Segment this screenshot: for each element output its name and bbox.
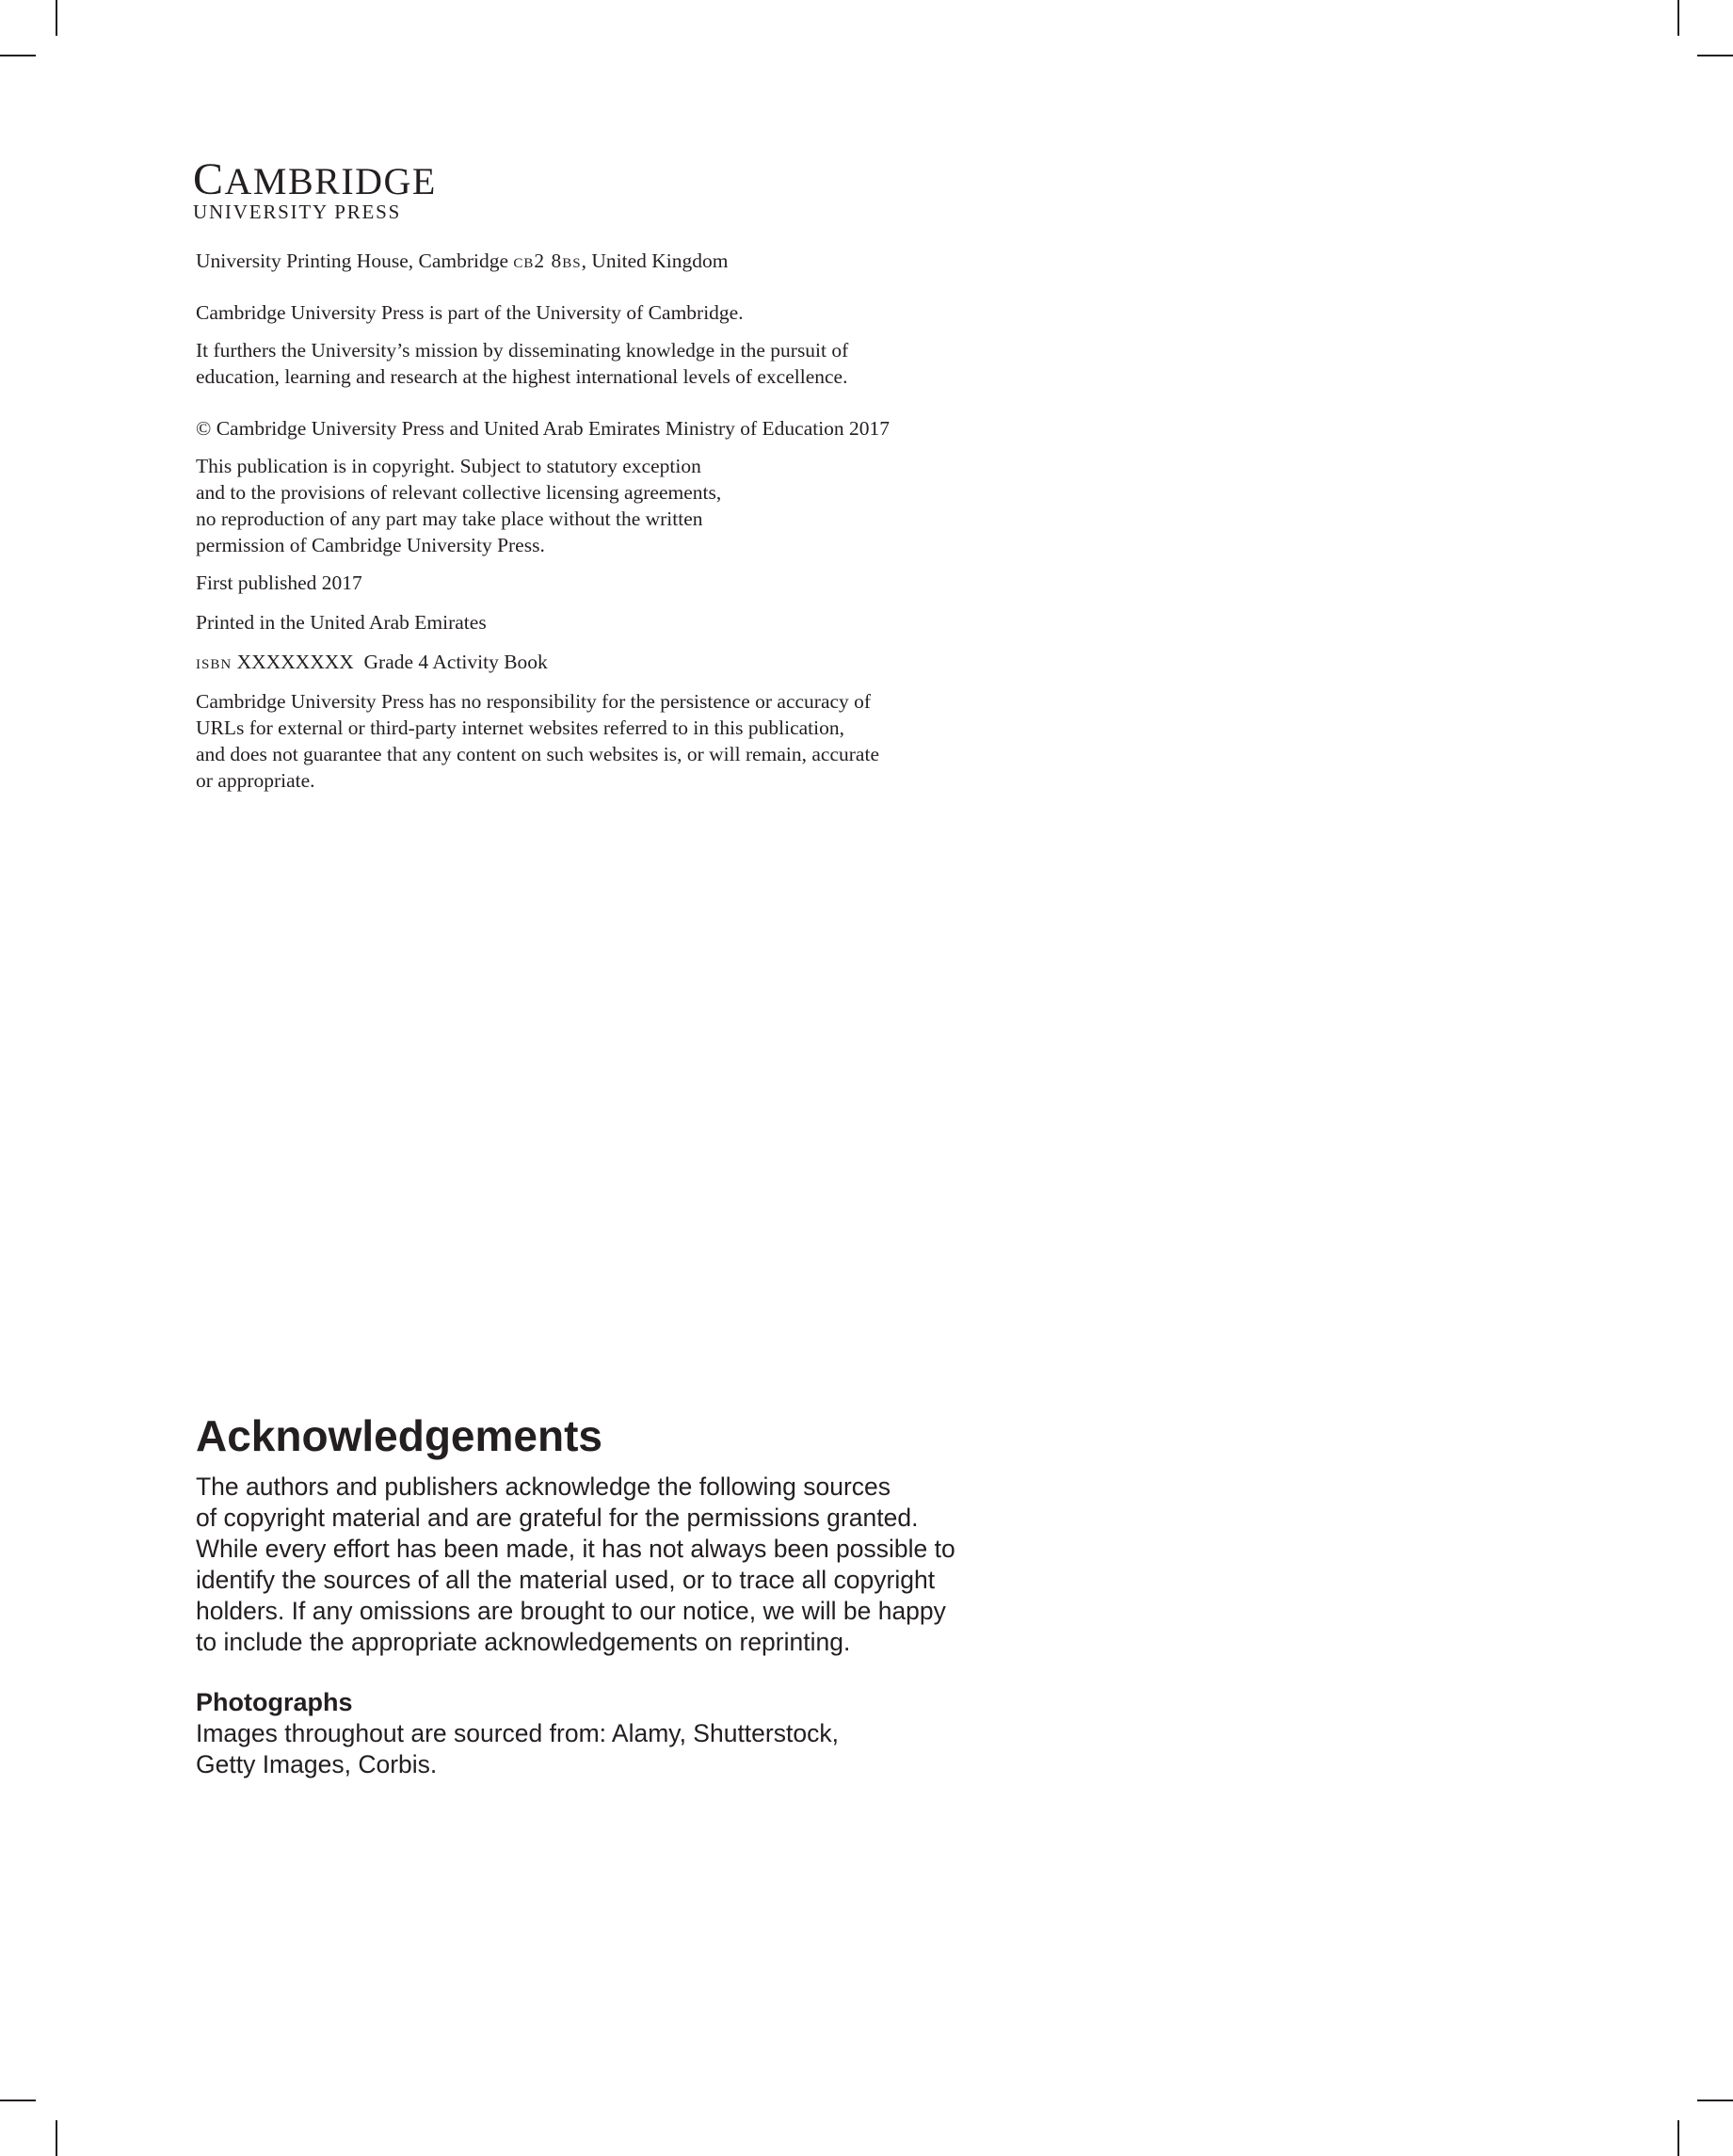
crop-mark-top-right-vertical: [1677, 0, 1679, 36]
ack-line-4: identify the sources of all the material used, or to trace all copyright: [196, 1566, 936, 1594]
photographs-credits: [196, 1718, 1043, 1780]
photo-credit-line-2: Getty Images, Corbis.: [196, 1750, 438, 1778]
printed-in: Printed in the United Arab Emirates: [196, 611, 487, 634]
logo-subtitle: UNIVERSITY PRESS: [193, 201, 402, 223]
acknowledgements-title: Acknowledgements: [196, 1411, 602, 1460]
mission-line-2: It furthers the University’s mission by disseminating knowledge in the pursuit of: [196, 339, 849, 362]
postcode: cb2 8bs: [513, 249, 582, 272]
acknowledgements-section: [196, 1409, 1043, 1780]
disclaimer-line-2: URLs for external or third-party internet websites referred to in this publication,: [196, 716, 844, 739]
address-line: [196, 248, 1024, 274]
crop-mark-top-right-horizontal: [1697, 55, 1733, 56]
crop-mark-bottom-left-vertical: [56, 2120, 57, 2156]
ack-line-6: to include the appropriate acknowledgements on reprinting.: [196, 1628, 851, 1656]
disclaimer-line-4: or appropriate.: [196, 769, 315, 792]
isbn-label: isbn: [196, 651, 233, 673]
photo-credit-line-1: Images throughout are sourced from: Alamy, Shutterstock,: [196, 1719, 839, 1747]
imprint-block: [196, 248, 1024, 794]
isbn-value: XXXXXXXX Grade 4 Activity Book: [232, 651, 548, 673]
rights-line-2: and to the provisions of relevant collective licensing agreements,: [196, 481, 722, 504]
crop-mark-bottom-right-horizontal: [1697, 2100, 1733, 2101]
photographs-heading: Photographs: [196, 1688, 353, 1716]
crop-mark-top-left-horizontal: [0, 55, 36, 56]
address-suffix: , United Kingdom: [581, 249, 729, 272]
logo-name: [193, 154, 440, 204]
copyright-line: © Cambridge University Press and United Arab Emirates Ministry of Education 2017: [196, 417, 891, 440]
ack-line-1: The authors and publishers acknowledge the following sources: [196, 1472, 891, 1501]
crop-mark-bottom-right-vertical: [1677, 2120, 1679, 2156]
isbn-line: [196, 649, 1024, 675]
crop-mark-top-left-vertical: [56, 0, 57, 36]
rights-line-4: permission of Cambridge University Press.: [196, 534, 545, 556]
publisher-logo: [193, 154, 440, 223]
rights-line-1: This publication is in copyright. Subject to statutory exception: [196, 455, 701, 477]
ack-line-2: of copyright material and are grateful for the permissions granted.: [196, 1504, 919, 1532]
disclaimer-line-3: and does not guarantee that any content on such websites is, or will remain, accurate: [196, 743, 879, 765]
logo-name-rest: AMBRIDGE: [224, 160, 437, 202]
ack-line-5: holders. If any omissions are brought to our notice, we will be happy: [196, 1597, 946, 1625]
logo-initial: C: [193, 154, 225, 204]
first-published: First published 2017: [196, 571, 362, 594]
crop-mark-bottom-left-horizontal: [0, 2100, 36, 2101]
ack-line-3: While every effort has been made, it has not always been possible to: [196, 1535, 955, 1563]
disclaimer-line-1: Cambridge University Press has no responsibility for the persistence or accuracy of: [196, 690, 872, 713]
acknowledgements-body: [196, 1472, 1005, 1658]
rights-line-3: no reproduction of any part may take place without the written: [196, 507, 703, 530]
address-prefix: University Printing House, Cambridge: [196, 249, 514, 272]
mission-line-1: Cambridge University Press is part of the University of Cambridge.: [196, 301, 744, 324]
mission-line-3: education, learning and research at the highest international levels of excellence.: [196, 365, 848, 388]
